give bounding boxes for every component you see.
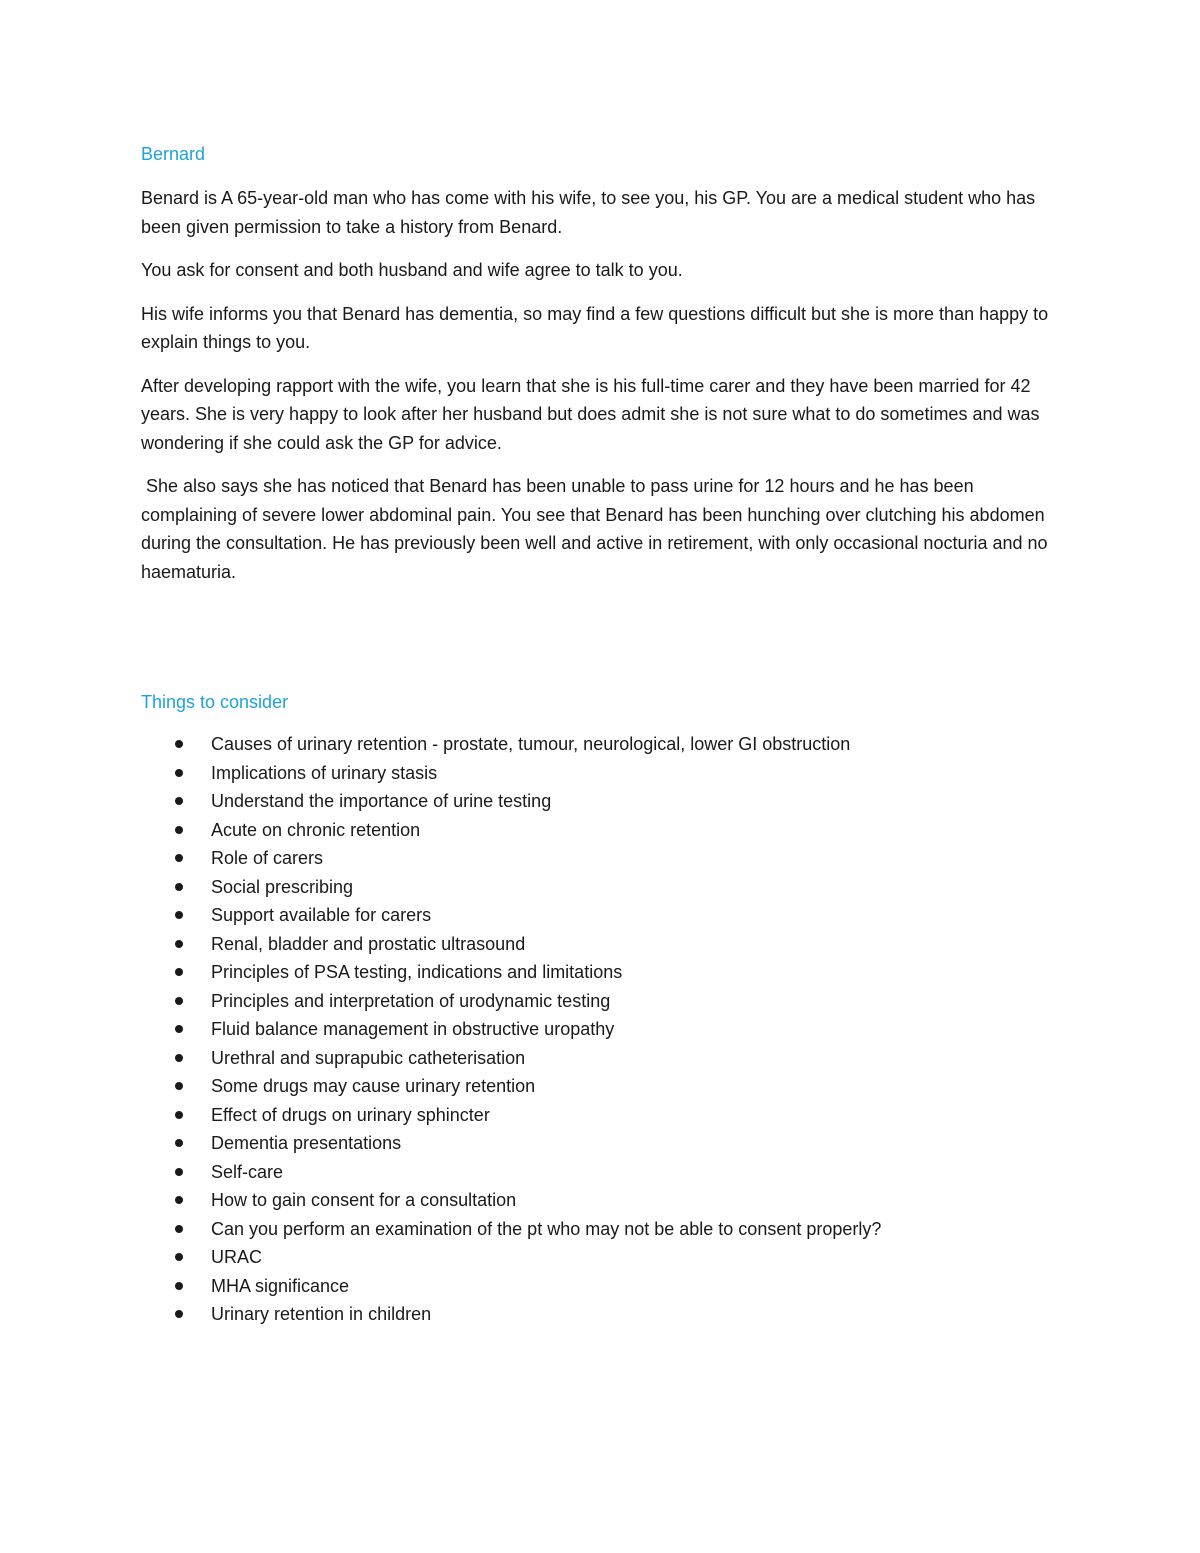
list-item: [141, 1015, 1056, 1044]
bullet-icon: [175, 1111, 183, 1119]
list-item: [141, 1129, 1056, 1158]
list-item: [141, 1272, 1056, 1301]
list-item-text: Dementia presentations: [211, 1133, 402, 1153]
list-item: [141, 1186, 1056, 1215]
list-item: [141, 816, 1056, 845]
list-item-text: Fluid balance management in obstructive uropathy: [211, 1019, 615, 1039]
list-item: [141, 1215, 1056, 1244]
bullet-icon: [175, 1196, 183, 1204]
bullet-icon: [175, 826, 183, 834]
list-item-text: Support available for carers: [211, 905, 432, 925]
bullet-icon: [175, 1139, 183, 1147]
bullet-icon: [175, 1082, 183, 1090]
bullet-icon: [175, 1054, 183, 1062]
list-item-text: Principles and interpretation of urodynamic testing: [211, 990, 611, 1011]
list-item: [141, 987, 1056, 1016]
list-item-text: Effect of drugs on urinary sphincter: [211, 1104, 490, 1125]
list-item-text: Renal, bladder and prostatic ultrasound: [211, 933, 526, 954]
bullet-icon: [175, 1253, 183, 1261]
things-to-consider-title: Things to consider: [141, 692, 289, 712]
list-item-text: Can you perform an examination of the pt who may not be able to consent properly?: [211, 1218, 882, 1239]
list-item: [141, 1300, 1056, 1329]
bullet-icon: [175, 997, 183, 1005]
list-item: [141, 901, 1056, 930]
document-page: [141, 140, 1056, 1329]
list-item: [141, 730, 1056, 759]
list-item-text: MHA significance: [211, 1275, 350, 1296]
bullet-icon: [175, 968, 183, 976]
bullet-icon: [175, 1168, 183, 1176]
list-item-text: Acute on chronic retention: [211, 819, 421, 840]
list-item-text: Some drugs may cause urinary retention: [211, 1076, 536, 1096]
bullet-icon: [175, 940, 183, 948]
bullet-icon: [175, 1225, 183, 1233]
case-paragraph-symptoms: She also says she has noticed that Benard has been unable to pass urine for 12 hours and he has been complaining of severe lower abdominal pain. You see that Benard has been hunching over clutching his abdomen during the consultation. He has previously been well and active in retirement, with only occasional nocturia and no haematuria.: [141, 476, 1053, 582]
list-item: [141, 1158, 1056, 1187]
list-item: [141, 1243, 1056, 1272]
bullet-icon: [175, 854, 183, 862]
bullet-icon: [175, 769, 183, 777]
list-item: [141, 930, 1056, 959]
list-item-text: Role of carers: [211, 848, 324, 868]
list-item-text: Self-care: [211, 1161, 284, 1182]
list-item-text: How to gain consent for a consultation: [211, 1190, 517, 1210]
bullet-icon: [175, 797, 183, 805]
list-item: [141, 958, 1056, 987]
list-item: [141, 759, 1056, 788]
list-item-text: Causes of urinary retention - prostate, tumour, neurological, lower GI obstruction: [211, 734, 851, 754]
case-paragraph-dementia: His wife informs you that Benard has dementia, so may find a few questions difficult but she is more than happy to explain things to you.: [141, 303, 1049, 352]
things-to-consider-list: [141, 730, 1056, 1329]
list-item-text: URAC: [211, 1247, 263, 1267]
bullet-icon: [175, 740, 183, 748]
list-item-text: Urinary retention in children: [211, 1304, 432, 1324]
bullet-icon: [175, 883, 183, 891]
list-item: [141, 873, 1056, 902]
list-item-text: Understand the importance of urine testing: [211, 791, 552, 811]
case-paragraph-carer: After developing rapport with the wife, you learn that she is his full-time carer and they have been married for 42 years. She is very happy to look after her husband but does admit she is not sure what to do sometimes and was wondering if she could ask the GP for advice.: [141, 375, 1040, 453]
list-item: [141, 844, 1056, 873]
list-item-text: Urethral and suprapubic catheterisation: [211, 1047, 526, 1068]
bullet-icon: [175, 1025, 183, 1033]
bullet-icon: [175, 1310, 183, 1318]
list-item-text: Implications of urinary stasis: [211, 762, 438, 783]
case-paragraph-consent: You ask for consent and both husband and wife agree to talk to you.: [141, 260, 683, 280]
list-item: [141, 1101, 1056, 1130]
list-item-text: Social prescribing: [211, 876, 354, 897]
list-item: [141, 787, 1056, 816]
bullet-icon: [175, 911, 183, 919]
case-paragraph-intro: Benard is A 65-year-old man who has come with his wife, to see you, his GP. You are a medical student who has been given permission to take a history from Benard.: [141, 188, 1036, 237]
case-title: Bernard: [141, 144, 206, 164]
list-item: [141, 1044, 1056, 1073]
bullet-icon: [175, 1282, 183, 1290]
list-item: [141, 1072, 1056, 1101]
list-item-text: Principles of PSA testing, indications and limitations: [211, 962, 623, 982]
